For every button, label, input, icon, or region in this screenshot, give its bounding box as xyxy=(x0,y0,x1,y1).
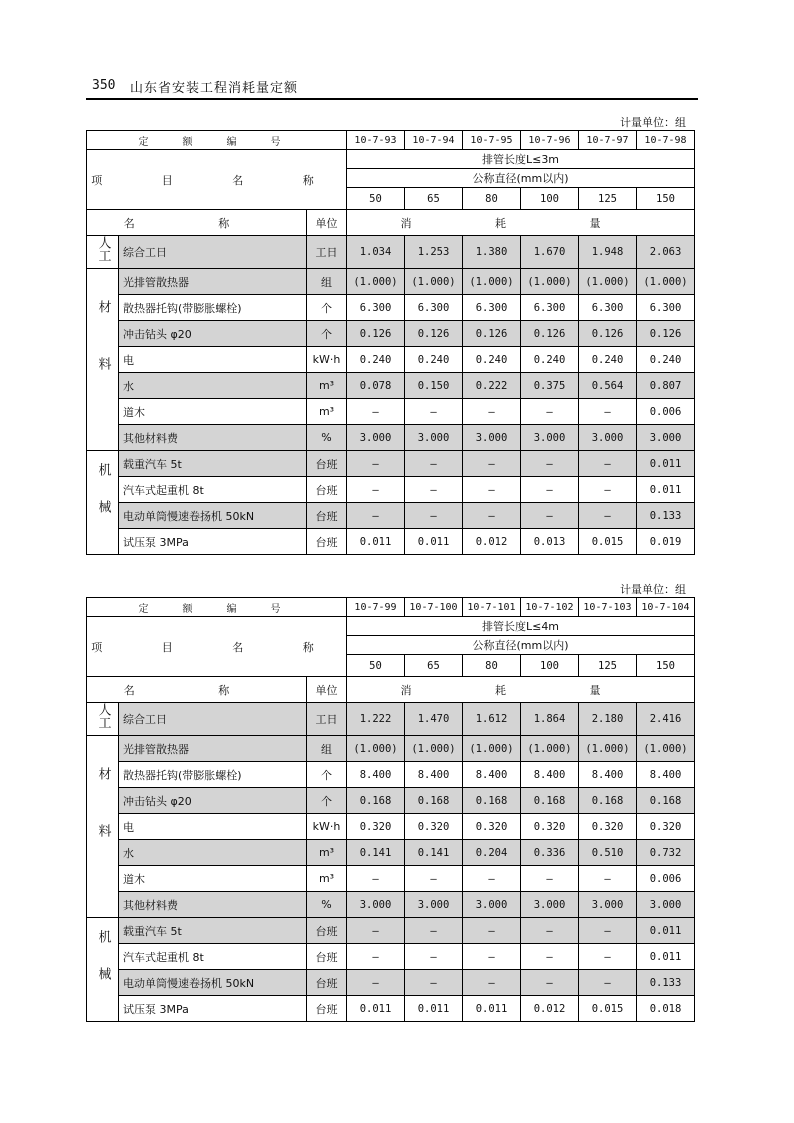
consumption-value: 0.240 xyxy=(637,347,695,373)
consumption-value: 0.168 xyxy=(579,788,637,814)
consumption-value: — xyxy=(405,451,463,477)
resource-unit: 个 xyxy=(307,295,347,321)
code-row xyxy=(87,131,695,150)
resource-unit: kW·h xyxy=(307,814,347,840)
resource-row xyxy=(87,970,695,996)
resource-name: 电 xyxy=(119,347,307,373)
consumption-value: 3.000 xyxy=(347,425,405,451)
book-title: 山东省安装工程消耗量定额 xyxy=(130,81,299,96)
consumption-value: — xyxy=(347,451,405,477)
quota-code: 10-7-100 xyxy=(405,598,463,617)
quota-code: 10-7-93 xyxy=(347,131,405,150)
length-label: 排管长度L≤3m xyxy=(347,150,695,169)
resource-unit: m³ xyxy=(307,866,347,892)
consumption-value: — xyxy=(405,503,463,529)
consumption-value: — xyxy=(463,399,521,425)
consumption-value: 0.011 xyxy=(405,996,463,1022)
resource-name: 道木 xyxy=(119,866,307,892)
consumption-value: 3.000 xyxy=(463,425,521,451)
consumption-value: 0.336 xyxy=(521,840,579,866)
consumption-value: 0.011 xyxy=(637,944,695,970)
consumption-value: 3.000 xyxy=(521,425,579,451)
consumption-value: 0.168 xyxy=(521,788,579,814)
resource-row xyxy=(87,236,695,269)
consumption-value: 0.011 xyxy=(347,996,405,1022)
column-header-row xyxy=(87,210,695,236)
quota-code: 10-7-101 xyxy=(463,598,521,617)
consumption-value: 0.018 xyxy=(637,996,695,1022)
consumption-value: 0.126 xyxy=(637,321,695,347)
consumption-value: — xyxy=(521,477,579,503)
consumption-value: 0.126 xyxy=(463,321,521,347)
resource-unit: % xyxy=(307,892,347,918)
consumption-value: 0.320 xyxy=(579,814,637,840)
resource-unit: 工日 xyxy=(307,236,347,269)
consumption-value: 1.380 xyxy=(463,236,521,269)
diameter-value: 50 xyxy=(347,655,405,677)
consumption-value: — xyxy=(347,399,405,425)
column-header-row xyxy=(87,677,695,703)
quota-code: 10-7-94 xyxy=(405,131,463,150)
group-label-text: 机械 xyxy=(95,929,111,1004)
resource-row xyxy=(87,840,695,866)
consumption-value: 0.011 xyxy=(405,529,463,555)
consumption-value: 8.400 xyxy=(405,762,463,788)
consumption-value: 0.320 xyxy=(521,814,579,840)
consumption-value: 6.300 xyxy=(637,295,695,321)
consumption-value: (1.000) xyxy=(521,269,579,295)
consumption-value: 0.168 xyxy=(463,788,521,814)
consumption-value: — xyxy=(579,970,637,996)
resource-unit: % xyxy=(307,425,347,451)
consumption-value: — xyxy=(463,503,521,529)
resource-unit: 台班 xyxy=(307,503,347,529)
consumption-value: 0.168 xyxy=(405,788,463,814)
unit-label-2: 计量单位：组 xyxy=(620,583,686,596)
diameter-value: 80 xyxy=(463,655,521,677)
resource-row xyxy=(87,788,695,814)
consumption-value: 0.133 xyxy=(637,503,695,529)
resource-row xyxy=(87,399,695,425)
resource-row xyxy=(87,703,695,736)
consumption-value: 0.240 xyxy=(347,347,405,373)
resource-name: 综合工日 xyxy=(119,236,307,269)
consumption-value: — xyxy=(463,944,521,970)
group-label xyxy=(87,703,119,736)
consumption-value: (1.000) xyxy=(463,736,521,762)
diameter-value: 100 xyxy=(521,188,579,210)
unit-column-header: 单位 xyxy=(307,210,347,236)
resource-name: 汽车式起重机 8t xyxy=(119,944,307,970)
consumption-value: — xyxy=(521,451,579,477)
consumption-value: — xyxy=(347,503,405,529)
quota-code: 10-7-104 xyxy=(637,598,695,617)
group-label-text: 人工 xyxy=(95,236,111,262)
consumption-value: 0.011 xyxy=(637,918,695,944)
consumption-value: 0.078 xyxy=(347,373,405,399)
code-row xyxy=(87,598,695,617)
consumption-value: — xyxy=(579,866,637,892)
consumption-value: — xyxy=(521,866,579,892)
consumption-value: 6.300 xyxy=(347,295,405,321)
quota-code: 10-7-99 xyxy=(347,598,405,617)
group-label-text: 机械 xyxy=(95,462,111,537)
consumption-value: — xyxy=(405,477,463,503)
consumption-value: 6.300 xyxy=(463,295,521,321)
group-label xyxy=(87,451,119,555)
resource-unit: 台班 xyxy=(307,970,347,996)
resource-name: 光排管散热器 xyxy=(119,736,307,762)
resource-row xyxy=(87,529,695,555)
resource-row xyxy=(87,866,695,892)
consumption-header: 消 耗 量 xyxy=(347,210,695,236)
item-name-header: 项 目 名 称 xyxy=(87,150,347,210)
diameter-value: 100 xyxy=(521,655,579,677)
diameter-label: 公称直径(mm以内) xyxy=(347,636,695,655)
consumption-value: — xyxy=(579,477,637,503)
consumption-value: 8.400 xyxy=(463,762,521,788)
resource-row xyxy=(87,892,695,918)
quota-code: 10-7-97 xyxy=(579,131,637,150)
resource-name: 冲击钻头 φ20 xyxy=(119,321,307,347)
consumption-value: 1.253 xyxy=(405,236,463,269)
consumption-value: 0.240 xyxy=(579,347,637,373)
resource-row xyxy=(87,451,695,477)
consumption-value: 3.000 xyxy=(405,425,463,451)
consumption-value: 0.141 xyxy=(347,840,405,866)
consumption-value: — xyxy=(347,477,405,503)
resource-name: 载重汽车 5t xyxy=(119,451,307,477)
consumption-value: 0.320 xyxy=(463,814,521,840)
length-row xyxy=(87,150,695,169)
consumption-value: — xyxy=(347,918,405,944)
consumption-value: — xyxy=(405,944,463,970)
resource-unit: 台班 xyxy=(307,996,347,1022)
consumption-value: (1.000) xyxy=(579,736,637,762)
consumption-value: 1.034 xyxy=(347,236,405,269)
resource-name: 散热器托钩(带膨胀螺栓) xyxy=(119,762,307,788)
name-column-header: 名 称 xyxy=(87,677,307,703)
resource-name: 综合工日 xyxy=(119,703,307,736)
consumption-value: 3.000 xyxy=(579,892,637,918)
resource-name: 汽车式起重机 8t xyxy=(119,477,307,503)
quota-code: 10-7-103 xyxy=(579,598,637,617)
consumption-value: 6.300 xyxy=(579,295,637,321)
consumption-value: 6.300 xyxy=(521,295,579,321)
consumption-value: — xyxy=(521,970,579,996)
consumption-value: 0.126 xyxy=(347,321,405,347)
consumption-value: 2.063 xyxy=(637,236,695,269)
consumption-value: (1.000) xyxy=(405,736,463,762)
resource-name: 电动单筒慢速卷扬机 50kN xyxy=(119,970,307,996)
consumption-value: 0.133 xyxy=(637,970,695,996)
diameter-value: 80 xyxy=(463,188,521,210)
consumption-value: (1.000) xyxy=(347,736,405,762)
group-label xyxy=(87,918,119,1022)
consumption-value: 2.416 xyxy=(637,703,695,736)
item-name-header: 项 目 名 称 xyxy=(87,617,347,677)
quota-code: 10-7-95 xyxy=(463,131,521,150)
consumption-value: 3.000 xyxy=(347,892,405,918)
resource-name: 其他材料费 xyxy=(119,425,307,451)
resource-row xyxy=(87,347,695,373)
resource-name: 散热器托钩(带膨胀螺栓) xyxy=(119,295,307,321)
consumption-value: (1.000) xyxy=(637,269,695,295)
consumption-value: 0.126 xyxy=(579,321,637,347)
diameter-value: 65 xyxy=(405,188,463,210)
length-row xyxy=(87,617,695,636)
resource-unit: 组 xyxy=(307,736,347,762)
diameter-label: 公称直径(mm以内) xyxy=(347,169,695,188)
consumption-value: — xyxy=(579,918,637,944)
consumption-value: (1.000) xyxy=(463,269,521,295)
consumption-value: 0.012 xyxy=(521,996,579,1022)
consumption-value: 0.168 xyxy=(347,788,405,814)
consumption-value: — xyxy=(579,944,637,970)
consumption-value: — xyxy=(405,970,463,996)
resource-unit: 个 xyxy=(307,321,347,347)
consumption-value: — xyxy=(521,399,579,425)
consumption-value: 0.019 xyxy=(637,529,695,555)
consumption-value: — xyxy=(579,451,637,477)
quota-code: 10-7-98 xyxy=(637,131,695,150)
consumption-value: 0.006 xyxy=(637,866,695,892)
resource-unit: m³ xyxy=(307,840,347,866)
group-label xyxy=(87,736,119,918)
consumption-value: 0.204 xyxy=(463,840,521,866)
resource-unit: 组 xyxy=(307,269,347,295)
resource-name: 其他材料费 xyxy=(119,892,307,918)
consumption-value: 0.141 xyxy=(405,840,463,866)
resource-unit: kW·h xyxy=(307,347,347,373)
code-header-label: 定 额 编 号 xyxy=(87,131,347,150)
resource-row xyxy=(87,477,695,503)
consumption-value: 3.000 xyxy=(579,425,637,451)
resource-name: 载重汽车 5t xyxy=(119,918,307,944)
group-label xyxy=(87,269,119,451)
resource-row xyxy=(87,944,695,970)
consumption-value: 0.375 xyxy=(521,373,579,399)
resource-row xyxy=(87,996,695,1022)
diameter-value: 150 xyxy=(637,655,695,677)
quota-code: 10-7-102 xyxy=(521,598,579,617)
resource-name: 冲击钻头 φ20 xyxy=(119,788,307,814)
consumption-value: (1.000) xyxy=(579,269,637,295)
diameter-value: 125 xyxy=(579,188,637,210)
consumption-value: — xyxy=(521,944,579,970)
diameter-value: 65 xyxy=(405,655,463,677)
consumption-value: — xyxy=(463,970,521,996)
consumption-value: — xyxy=(463,866,521,892)
consumption-value: 1.222 xyxy=(347,703,405,736)
consumption-value: 1.612 xyxy=(463,703,521,736)
resource-unit: 台班 xyxy=(307,944,347,970)
consumption-value: 0.011 xyxy=(637,477,695,503)
group-label-text: 人工 xyxy=(95,703,111,729)
consumption-value: 0.013 xyxy=(521,529,579,555)
resource-name: 电动单筒慢速卷扬机 50kN xyxy=(119,503,307,529)
consumption-value: 0.006 xyxy=(637,399,695,425)
consumption-value: 0.011 xyxy=(463,996,521,1022)
consumption-value: — xyxy=(347,944,405,970)
resource-unit: 台班 xyxy=(307,477,347,503)
consumption-value: 0.126 xyxy=(405,321,463,347)
resource-row xyxy=(87,918,695,944)
resource-unit: m³ xyxy=(307,373,347,399)
group-label xyxy=(87,236,119,269)
consumption-value: 0.240 xyxy=(521,347,579,373)
consumption-value: — xyxy=(463,451,521,477)
resource-row xyxy=(87,269,695,295)
unit-column-header: 单位 xyxy=(307,677,347,703)
resource-row xyxy=(87,373,695,399)
quota-table xyxy=(86,130,695,555)
consumption-value: — xyxy=(521,503,579,529)
consumption-value: 0.011 xyxy=(347,529,405,555)
resource-unit: 工日 xyxy=(307,703,347,736)
consumption-value: 0.222 xyxy=(463,373,521,399)
resource-name: 电 xyxy=(119,814,307,840)
group-label-text: 材料 xyxy=(95,766,111,881)
consumption-value: 0.320 xyxy=(637,814,695,840)
resource-row xyxy=(87,503,695,529)
page-header xyxy=(86,76,698,100)
resource-row xyxy=(87,736,695,762)
consumption-value: — xyxy=(463,477,521,503)
consumption-value: 0.564 xyxy=(579,373,637,399)
consumption-value: — xyxy=(521,918,579,944)
consumption-value: — xyxy=(405,399,463,425)
consumption-value: 0.807 xyxy=(637,373,695,399)
name-column-header: 名 称 xyxy=(87,210,307,236)
length-label: 排管长度L≤4m xyxy=(347,617,695,636)
consumption-value: (1.000) xyxy=(637,736,695,762)
resource-name: 水 xyxy=(119,840,307,866)
consumption-header: 消 耗 量 xyxy=(347,677,695,703)
quota-code: 10-7-96 xyxy=(521,131,579,150)
consumption-value: 3.000 xyxy=(405,892,463,918)
consumption-value: 0.126 xyxy=(521,321,579,347)
consumption-value: 8.400 xyxy=(579,762,637,788)
resource-name: 道木 xyxy=(119,399,307,425)
consumption-value: (1.000) xyxy=(405,269,463,295)
resource-unit: 台班 xyxy=(307,451,347,477)
consumption-value: (1.000) xyxy=(347,269,405,295)
group-label-text: 材料 xyxy=(95,299,111,414)
resource-unit: 台班 xyxy=(307,918,347,944)
consumption-value: — xyxy=(405,918,463,944)
consumption-value: 3.000 xyxy=(637,425,695,451)
diameter-value: 125 xyxy=(579,655,637,677)
consumption-value: 0.011 xyxy=(637,451,695,477)
consumption-value: 1.948 xyxy=(579,236,637,269)
consumption-value: — xyxy=(463,918,521,944)
consumption-value: — xyxy=(347,866,405,892)
quota-table xyxy=(86,597,695,1022)
consumption-value: 0.240 xyxy=(405,347,463,373)
resource-unit: 个 xyxy=(307,788,347,814)
resource-row xyxy=(87,321,695,347)
resource-name: 光排管散热器 xyxy=(119,269,307,295)
consumption-value: 8.400 xyxy=(637,762,695,788)
resource-name: 水 xyxy=(119,373,307,399)
consumption-value: 1.864 xyxy=(521,703,579,736)
consumption-value: 3.000 xyxy=(521,892,579,918)
consumption-value: 0.015 xyxy=(579,529,637,555)
consumption-value: 0.240 xyxy=(463,347,521,373)
consumption-value: 0.320 xyxy=(347,814,405,840)
consumption-value: — xyxy=(579,503,637,529)
resource-name: 试压泵 3MPa xyxy=(119,529,307,555)
consumption-value: — xyxy=(347,970,405,996)
consumption-value: 3.000 xyxy=(463,892,521,918)
resource-unit: 台班 xyxy=(307,529,347,555)
consumption-value: 2.180 xyxy=(579,703,637,736)
consumption-value: (1.000) xyxy=(521,736,579,762)
consumption-value: 0.150 xyxy=(405,373,463,399)
resource-name: 试压泵 3MPa xyxy=(119,996,307,1022)
unit-label-1: 计量单位：组 xyxy=(620,116,686,129)
diameter-value: 150 xyxy=(637,188,695,210)
consumption-value: 1.470 xyxy=(405,703,463,736)
consumption-value: 6.300 xyxy=(405,295,463,321)
consumption-value: — xyxy=(579,399,637,425)
resource-row xyxy=(87,814,695,840)
resource-unit: m³ xyxy=(307,399,347,425)
consumption-value: 0.732 xyxy=(637,840,695,866)
consumption-value: 8.400 xyxy=(521,762,579,788)
consumption-value: 8.400 xyxy=(347,762,405,788)
code-header-label: 定 额 编 号 xyxy=(87,598,347,617)
resource-unit: 个 xyxy=(307,762,347,788)
page-number: 350 xyxy=(92,78,116,93)
resource-row xyxy=(87,762,695,788)
consumption-value: 0.510 xyxy=(579,840,637,866)
resource-row xyxy=(87,295,695,321)
diameter-value: 50 xyxy=(347,188,405,210)
resource-row xyxy=(87,425,695,451)
consumption-value: — xyxy=(405,866,463,892)
consumption-value: 0.012 xyxy=(463,529,521,555)
consumption-value: 0.015 xyxy=(579,996,637,1022)
consumption-value: 0.168 xyxy=(637,788,695,814)
consumption-value: 1.670 xyxy=(521,236,579,269)
consumption-value: 0.320 xyxy=(405,814,463,840)
consumption-value: 3.000 xyxy=(637,892,695,918)
